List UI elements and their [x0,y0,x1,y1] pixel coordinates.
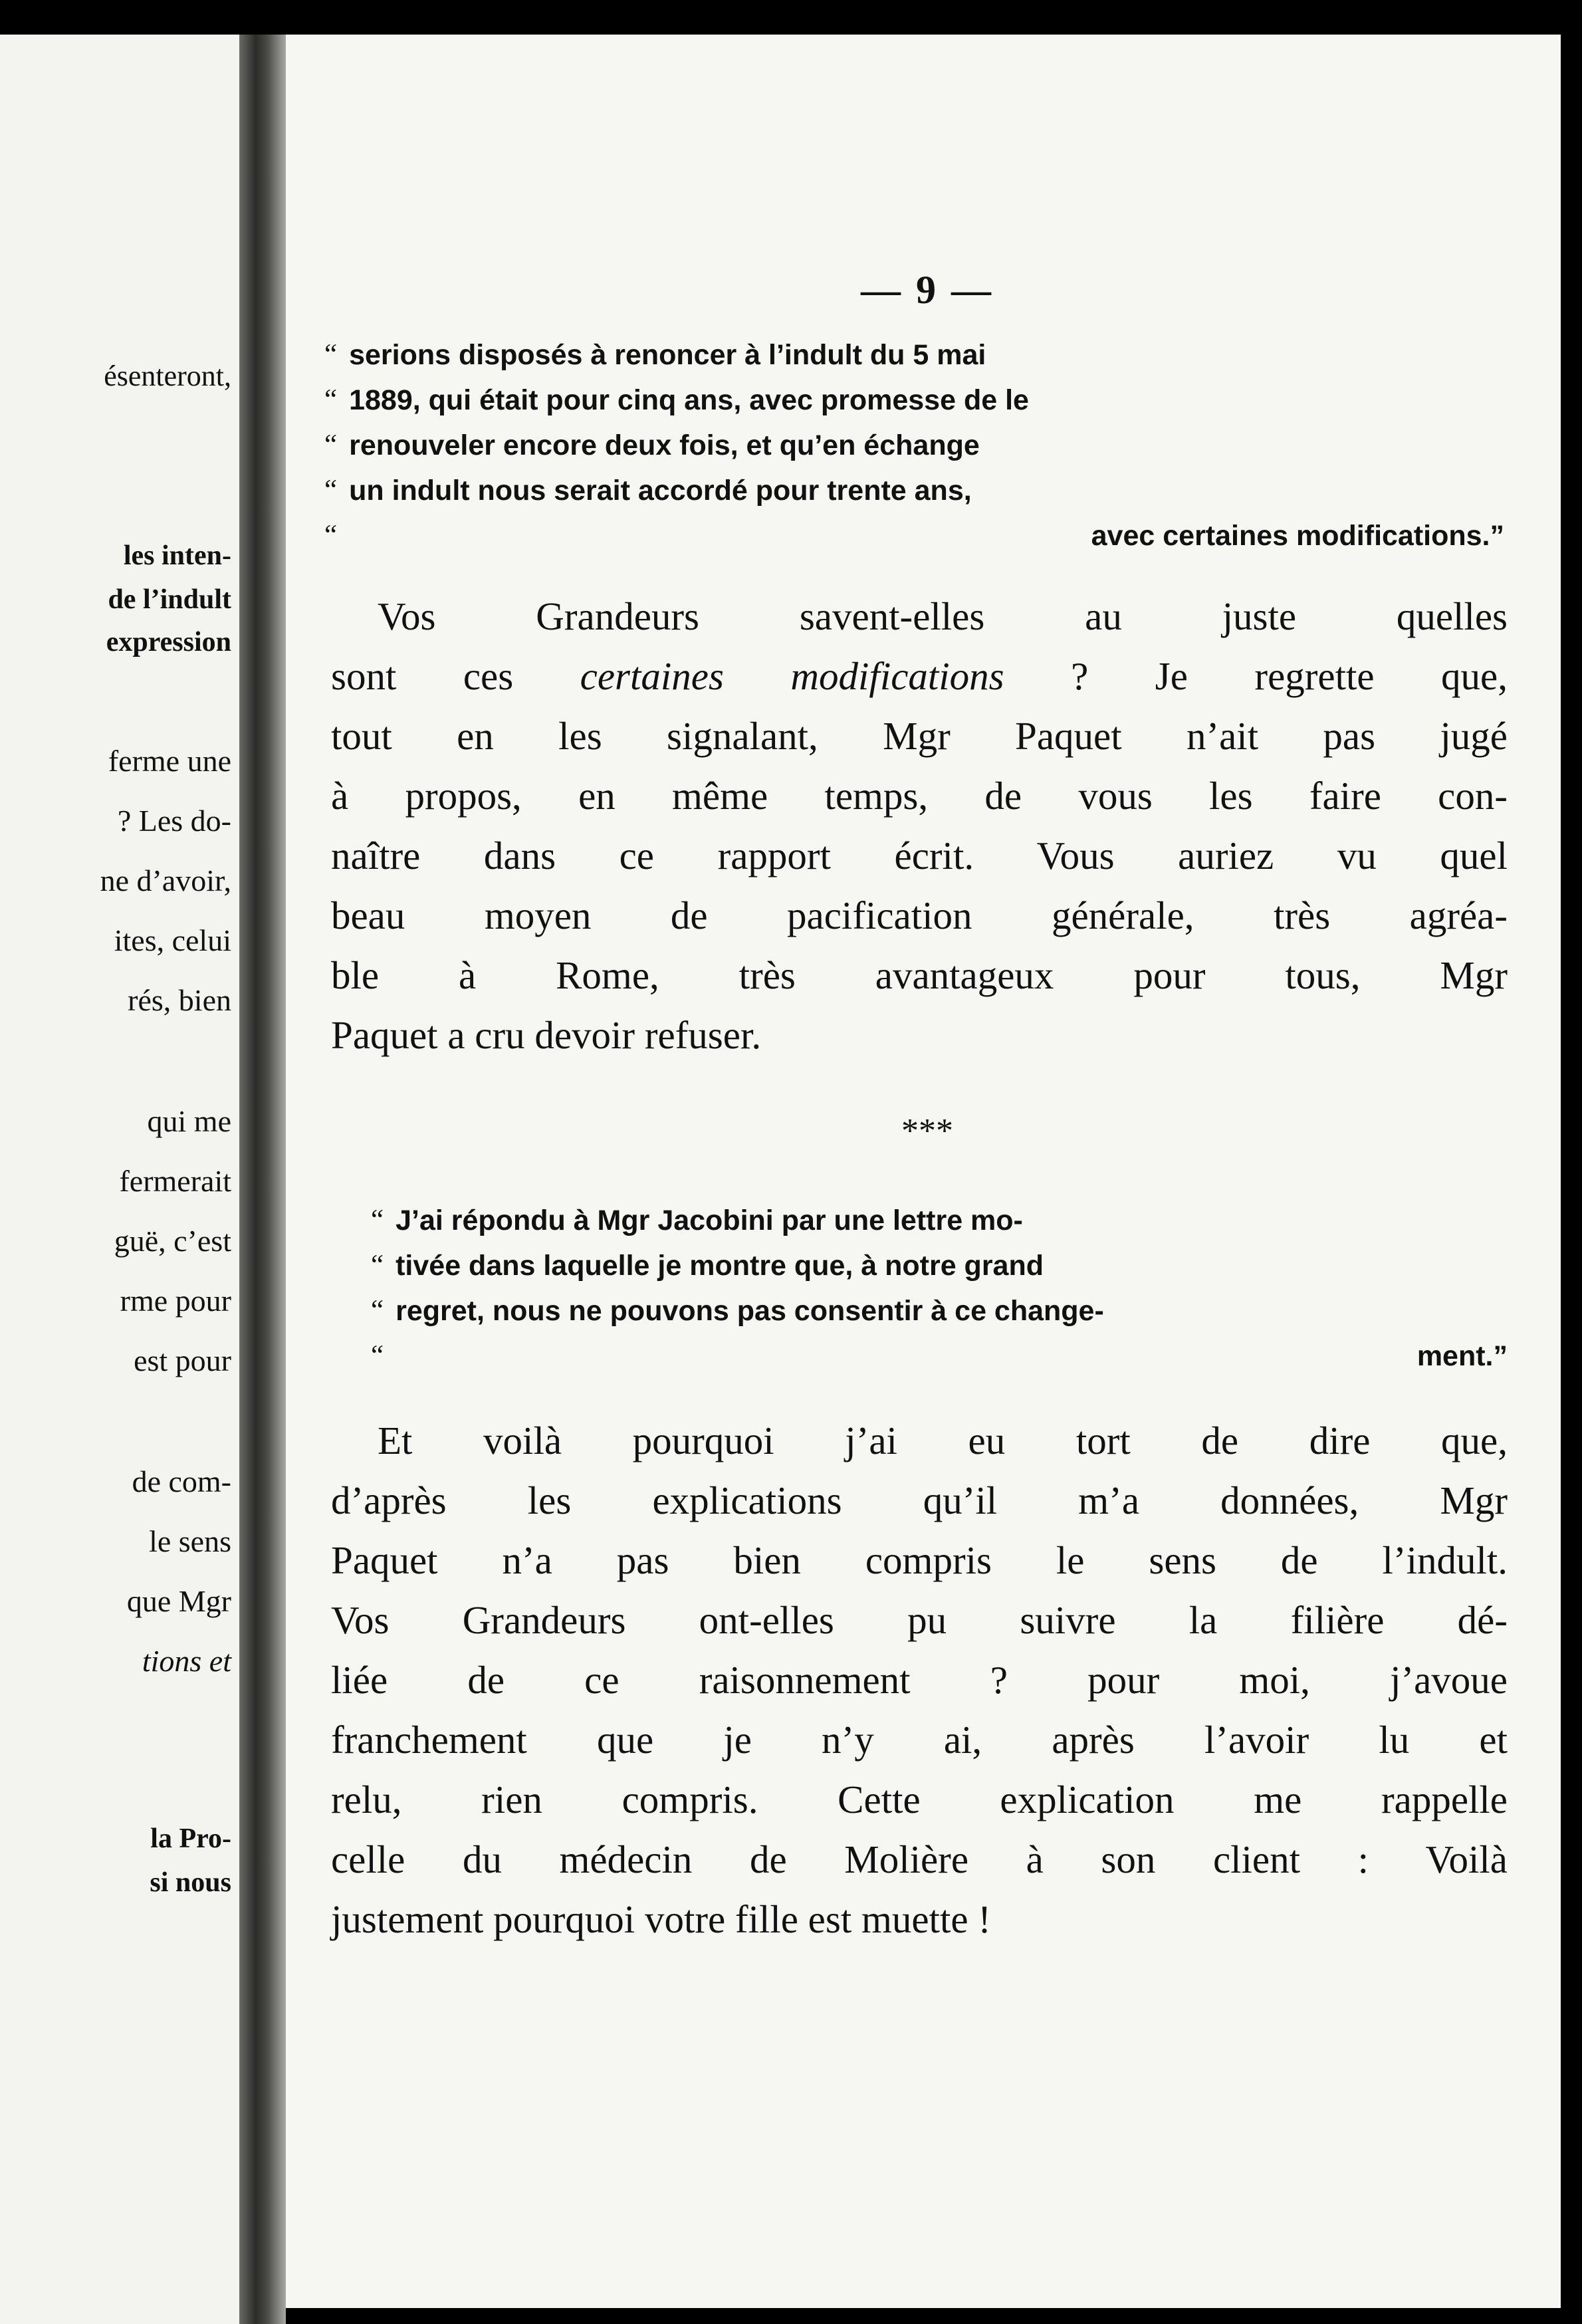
book-gutter [239,35,286,2324]
paragraph-line: Et voilà pourquoi j’ai eu tort de dire que, [378,1419,1508,1462]
left-line: rés, bien [128,983,231,1017]
quote-text: tivée dans laquelle je montre que, à notre grand [396,1250,1044,1282]
quote-line [371,1288,1508,1334]
paragraph-line: liée de ce raisonnement ? pour moi, j’avoue [331,1658,1508,1702]
quote-mark: “ [371,1340,384,1371]
previous-page-fragment [0,35,239,2324]
quote-text: serions disposés à renoncer à l’indult du 5 mai [349,339,986,371]
paragraph-line: celle du médecin de Molière à son client : Voilà [331,1837,1508,1881]
quote-line [371,1334,1508,1379]
quote-mark: “ [324,429,338,461]
left-line: est pour [134,1343,231,1377]
paragraph-line: beau moyen de pacification générale, très agréa- [331,893,1508,937]
left-line: qui me [147,1104,231,1138]
left-line: de com- [132,1464,231,1498]
section-separator: *** [901,1112,953,1150]
paragraph-line: Vos Grandeurs ont-elles pu suivre la filière dé- [331,1598,1508,1642]
quote-mark: “ [324,384,338,415]
paragraph-line: tout en les signalant, Mgr Paquet n’ait pas jugé [331,714,1508,758]
emphasized-phrase: certaines modifications [580,654,1004,698]
quote-line [371,1198,1508,1243]
left-line: ites, celui [114,923,231,957]
quote-line [324,332,1504,378]
paragraph-2 [331,1411,1508,1949]
quote-block-1 [324,332,1504,558]
left-line: que Mgr [126,1584,231,1618]
left-line: fermerait [119,1164,231,1198]
left-line: ne d’avoir, [100,864,231,897]
paragraph-line: ble à Rome, très avantageux pour tous, Mgr [331,953,1508,997]
page-number: — 9 — [861,268,994,312]
paragraph-line: naître dans ce rapport écrit. Vous auriez vu quel [331,834,1508,877]
quote-line [324,378,1504,423]
paragraph-line: sont ces certaines modifications ? Je regrette que, [331,654,1508,698]
left-line: de l’indult [108,584,231,615]
left-line: guë, c’est [114,1224,231,1258]
quote-text: J’ai répondu à Mgr Jacobini par une lettre mo- [396,1205,1023,1236]
paragraph-line: à propos, en même temps, de vous les faire con- [331,774,1508,818]
left-line: rme pour [120,1284,231,1318]
quote-line [324,468,1504,513]
quote-text: un indult nous serait accordé pour trente ans, [349,475,972,507]
quote-text: regret, nous ne pouvons pas consentir à ce change- [396,1295,1104,1327]
quote-mark: “ [371,1295,384,1326]
current-page [286,35,1569,2308]
quote-text: ment.” [1416,1340,1508,1372]
left-line: ? Les do- [117,804,231,838]
left-line: expression [106,627,231,657]
quote-mark: “ [324,339,338,370]
quote-mark: “ [324,520,338,551]
scan-right-border [1561,35,1582,2324]
quote-text: 1889, qui était pour cinq ans, avec promesse de le [349,384,1029,416]
left-line: tions et [142,1644,231,1678]
paragraph-line: d’après les explications qu’il m’a données, Mgr [331,1478,1508,1522]
quote-text: avec certaines modifications.” [1091,520,1504,552]
quote-line [324,513,1504,558]
left-line: si nous [150,1867,231,1898]
left-line: la Pro- [150,1823,231,1854]
paragraph-line: Paquet a cru devoir refuser. [331,1013,762,1057]
paragraph-line: Vos Grandeurs savent-elles au juste quelles [378,594,1508,638]
paragraph-line: justement pourquoi votre fille est muette ! [331,1897,991,1941]
paragraph-1 [331,586,1508,1065]
left-line: les inten- [123,540,231,571]
paragraph-line: franchement que je n’y ai, après l’avoir lu et [331,1718,1508,1762]
quote-text: renouveler encore deux fois, et qu’en échange [349,429,980,461]
quote-line [371,1243,1508,1288]
paragraph-line: relu, rien compris. Cette explication me rappelle [331,1778,1508,1821]
quote-block-2 [371,1198,1508,1379]
quote-line [324,423,1504,468]
left-line: le sens [149,1524,231,1558]
paragraph-line: Paquet n’a pas bien compris le sens de l’indult. [331,1538,1508,1582]
left-line: ferme une [108,744,231,778]
quote-mark: “ [371,1250,384,1281]
quote-mark: “ [371,1205,384,1236]
left-line: ésenteront, [104,360,231,392]
quote-mark: “ [324,475,338,506]
